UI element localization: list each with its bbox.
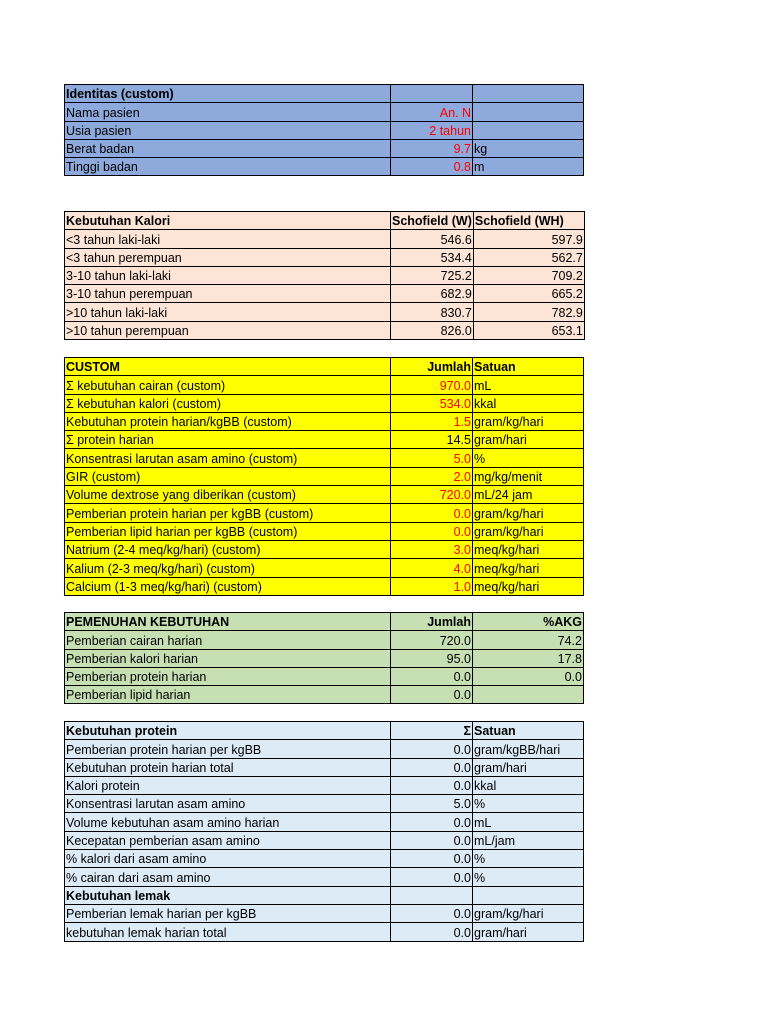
custom-table xyxy=(64,357,584,596)
table-row xyxy=(65,559,584,577)
custom-col-jumlah[interactable]: Jumlah xyxy=(391,358,473,376)
cell-unit[interactable] xyxy=(473,121,584,139)
cell-value[interactable]: 0.0 xyxy=(391,904,473,922)
table-row xyxy=(65,776,584,794)
cell-label[interactable]: Calcium (1-3 meq/kg/hari) (custom) xyxy=(65,577,391,595)
cell-value[interactable]: 5.0 xyxy=(391,449,473,467)
identitas-header-cell[interactable] xyxy=(473,85,584,103)
custom-header-row xyxy=(65,358,584,376)
table-row xyxy=(65,285,585,303)
protein-col-sigma[interactable]: Σ xyxy=(391,722,473,740)
cell-label[interactable]: Nama pasien xyxy=(65,103,391,121)
cell-value[interactable]: 0.0 xyxy=(391,522,473,540)
cell-unit[interactable]: gram/hari xyxy=(473,431,584,449)
custom-title[interactable]: CUSTOM xyxy=(65,358,391,376)
table-row xyxy=(65,121,584,139)
cell-value[interactable]: 0.0 xyxy=(391,504,473,522)
cell-label[interactable]: Natrium (2-4 meq/kg/hari) (custom) xyxy=(65,540,391,558)
cell-akg[interactable]: 0.0 xyxy=(473,667,584,685)
table-row xyxy=(65,486,584,504)
cell-value[interactable]: 725.2 xyxy=(391,266,474,284)
table-row xyxy=(65,321,585,339)
cell-unit[interactable]: gram/hari xyxy=(473,758,584,776)
section-header-row xyxy=(65,886,584,904)
cell-value[interactable]: 1.0 xyxy=(391,577,473,595)
cell-label[interactable]: Kalori protein xyxy=(65,776,391,794)
cell-unit[interactable] xyxy=(473,103,584,121)
cell-unit[interactable]: meq/kg/hari xyxy=(473,540,584,558)
cell-unit[interactable] xyxy=(473,886,584,904)
cell-label[interactable]: % kalori dari asam amino xyxy=(65,850,391,868)
table-row xyxy=(65,649,584,667)
table-row xyxy=(65,449,584,467)
cell-unit[interactable]: mL xyxy=(473,813,584,831)
cell-value[interactable]: 14.5 xyxy=(391,431,473,449)
cell-unit[interactable]: m xyxy=(473,158,584,176)
table-row xyxy=(65,923,584,941)
cell-value[interactable]: 653.1 xyxy=(473,321,584,339)
identitas-title[interactable]: Identitas (custom) xyxy=(65,85,391,103)
table-row xyxy=(65,248,585,266)
cell-value[interactable]: 0.0 xyxy=(391,686,473,704)
kalori-col-wh[interactable]: Schofield (WH) xyxy=(473,212,584,230)
identitas-header-cell[interactable] xyxy=(391,85,473,103)
cell-label[interactable]: Kebutuhan protein harian/kgBB (custom) xyxy=(65,412,391,430)
cell-value[interactable]: 0.8 xyxy=(391,158,473,176)
cell-akg[interactable] xyxy=(473,686,584,704)
protein-title[interactable]: Kebutuhan protein xyxy=(65,722,391,740)
kalori-title[interactable]: Kebutuhan Kalori xyxy=(65,212,391,230)
cell-label[interactable]: Volume dextrose yang diberikan (custom) xyxy=(65,486,391,504)
cell-unit[interactable]: mL/jam xyxy=(473,831,584,849)
cell-unit[interactable]: % xyxy=(473,850,584,868)
cell-value[interactable]: 0.0 xyxy=(391,758,473,776)
cell-label[interactable]: Σ kebutuhan kalori (custom) xyxy=(65,394,391,412)
cell-label[interactable]: Σ kebutuhan cairan (custom) xyxy=(65,376,391,394)
cell-label[interactable]: Pemberian lipid harian xyxy=(65,686,391,704)
cell-unit[interactable]: % xyxy=(473,868,584,886)
cell-value[interactable]: 0.0 xyxy=(391,923,473,941)
cell-label[interactable]: Berat badan xyxy=(65,139,391,157)
cell-label[interactable]: Kebutuhan protein harian total xyxy=(65,758,391,776)
cell-unit[interactable]: kkal xyxy=(473,394,584,412)
cell-label[interactable]: Pemberian cairan harian xyxy=(65,631,391,649)
identitas-table xyxy=(64,84,584,176)
cell-label[interactable]: GIR (custom) xyxy=(65,467,391,485)
table-row xyxy=(65,868,584,886)
cell-unit[interactable]: gram/kg/hari xyxy=(473,504,584,522)
table-row xyxy=(65,540,584,558)
cell-value[interactable]: 826.0 xyxy=(391,321,474,339)
cell-value[interactable] xyxy=(391,886,473,904)
kalori-col-w[interactable]: Schofield (W) xyxy=(391,212,474,230)
cell-unit[interactable]: gram/kgBB/hari xyxy=(473,740,584,758)
cell-value[interactable]: 9.7 xyxy=(391,139,473,157)
cell-value[interactable]: 970.0 xyxy=(391,376,473,394)
table-row xyxy=(65,577,584,595)
table-row xyxy=(65,904,584,922)
kalori-table xyxy=(64,211,585,340)
cell-label[interactable]: Pemberian protein harian per kgBB xyxy=(65,740,391,758)
cell-value[interactable]: 665.2 xyxy=(473,285,584,303)
table-row xyxy=(65,795,584,813)
cell-unit[interactable]: kg xyxy=(473,139,584,157)
table-row xyxy=(65,394,584,412)
section-label-lemak[interactable]: Kebutuhan lemak xyxy=(65,886,391,904)
table-row xyxy=(65,831,584,849)
cell-label[interactable]: kebutuhan lemak harian total xyxy=(65,923,391,941)
cell-value[interactable]: 0.0 xyxy=(391,868,473,886)
cell-label[interactable]: Kecepatan pemberian asam amino xyxy=(65,831,391,849)
cell-value[interactable]: 720.0 xyxy=(391,631,473,649)
cell-value[interactable]: 1.5 xyxy=(391,412,473,430)
cell-value[interactable]: 562.7 xyxy=(473,248,584,266)
cell-label[interactable]: Tinggi badan xyxy=(65,158,391,176)
custom-col-satuan[interactable]: Satuan xyxy=(473,358,584,376)
cell-unit[interactable]: gram/hari xyxy=(473,923,584,941)
kalori-header-row xyxy=(65,212,585,230)
cell-akg[interactable]: 17.8 xyxy=(473,649,584,667)
identitas-header-row xyxy=(65,85,584,103)
cell-label[interactable]: Pemberian protein harian xyxy=(65,667,391,685)
table-row xyxy=(65,431,584,449)
table-row xyxy=(65,522,584,540)
pemenuhan-table xyxy=(64,612,584,704)
cell-label[interactable]: Pemberian protein harian per kgBB (custom) xyxy=(65,504,391,522)
cell-unit[interactable]: mg/kg/menit xyxy=(473,467,584,485)
table-row xyxy=(65,686,584,704)
table-row xyxy=(65,103,584,121)
cell-value[interactable]: 597.9 xyxy=(473,230,584,248)
cell-value[interactable]: 0.0 xyxy=(391,831,473,849)
cell-value[interactable]: 3.0 xyxy=(391,540,473,558)
table-row xyxy=(65,266,585,284)
cell-value[interactable]: 4.0 xyxy=(391,559,473,577)
cell-value[interactable]: 0.0 xyxy=(391,667,473,685)
cell-unit[interactable]: gram/kg/hari xyxy=(473,904,584,922)
cell-value[interactable]: 0.0 xyxy=(391,776,473,794)
cell-label[interactable]: Volume kebutuhan asam amino harian xyxy=(65,813,391,831)
cell-unit[interactable]: meq/kg/hari xyxy=(473,559,584,577)
cell-value[interactable]: 720.0 xyxy=(391,486,473,504)
cell-label[interactable]: 3-10 tahun laki-laki xyxy=(65,266,391,284)
pemenuhan-title[interactable]: PEMENUHAN KEBUTUHAN xyxy=(65,613,391,631)
cell-value[interactable]: 709.2 xyxy=(473,266,584,284)
table-row xyxy=(65,758,584,776)
table-row xyxy=(65,504,584,522)
protein-col-satuan[interactable]: Satuan xyxy=(473,722,584,740)
cell-label[interactable]: Pemberian lemak harian per kgBB xyxy=(65,904,391,922)
table-row xyxy=(65,139,584,157)
cell-unit[interactable]: kkal xyxy=(473,776,584,794)
cell-value[interactable]: 5.0 xyxy=(391,795,473,813)
cell-value[interactable]: 0.0 xyxy=(391,850,473,868)
table-row xyxy=(65,850,584,868)
cell-unit[interactable]: % xyxy=(473,795,584,813)
cell-unit[interactable]: mL xyxy=(473,376,584,394)
table-row xyxy=(65,667,584,685)
cell-label[interactable]: Σ protein harian xyxy=(65,431,391,449)
cell-akg[interactable]: 74.2 xyxy=(473,631,584,649)
cell-label[interactable]: Konsentrasi larutan asam amino (custom) xyxy=(65,449,391,467)
table-row xyxy=(65,376,584,394)
cell-label[interactable]: >10 tahun perempuan xyxy=(65,321,391,339)
table-row xyxy=(65,412,584,430)
cell-value[interactable]: 782.9 xyxy=(473,303,584,321)
table-row xyxy=(65,813,584,831)
cell-label[interactable]: Kalium (2-3 meq/kg/hari) (custom) xyxy=(65,559,391,577)
table-row xyxy=(65,303,585,321)
cell-value[interactable]: An. N xyxy=(391,103,473,121)
cell-label[interactable]: <3 tahun laki-laki xyxy=(65,230,391,248)
cell-label[interactable]: Pemberian lipid harian per kgBB (custom) xyxy=(65,522,391,540)
table-row xyxy=(65,467,584,485)
cell-unit[interactable]: meq/kg/hari xyxy=(473,577,584,595)
cell-value[interactable]: 2 tahun xyxy=(391,121,473,139)
cell-value[interactable]: 830.7 xyxy=(391,303,474,321)
cell-value[interactable]: 534.0 xyxy=(391,394,473,412)
cell-value[interactable]: 95.0 xyxy=(391,649,473,667)
cell-value[interactable]: 0.0 xyxy=(391,740,473,758)
protein-header-row xyxy=(65,722,584,740)
pemenuhan-col-jumlah[interactable]: Jumlah xyxy=(391,613,473,631)
cell-unit[interactable]: % xyxy=(473,449,584,467)
pemenuhan-header-row xyxy=(65,613,584,631)
cell-label[interactable]: Usia pasien xyxy=(65,121,391,139)
pemenuhan-col-akg[interactable]: %AKG xyxy=(473,613,584,631)
cell-value[interactable]: 546.6 xyxy=(391,230,474,248)
protein-table xyxy=(64,721,584,942)
cell-label[interactable]: Pemberian kalori harian xyxy=(65,649,391,667)
cell-unit[interactable]: gram/kg/hari xyxy=(473,522,584,540)
cell-label[interactable]: 3-10 tahun perempuan xyxy=(65,285,391,303)
cell-value[interactable]: 2.0 xyxy=(391,467,473,485)
cell-label[interactable]: Konsentrasi larutan asam amino xyxy=(65,795,391,813)
cell-label[interactable]: <3 tahun perempuan xyxy=(65,248,391,266)
table-row xyxy=(65,230,585,248)
table-row xyxy=(65,631,584,649)
table-row xyxy=(65,158,584,176)
table-row xyxy=(65,740,584,758)
cell-value[interactable]: 0.0 xyxy=(391,813,473,831)
cell-unit[interactable]: gram/kg/hari xyxy=(473,412,584,430)
cell-label[interactable]: >10 tahun laki-laki xyxy=(65,303,391,321)
cell-unit[interactable]: mL/24 jam xyxy=(473,486,584,504)
cell-label[interactable]: % cairan dari asam amino xyxy=(65,868,391,886)
cell-value[interactable]: 682.9 xyxy=(391,285,474,303)
cell-value[interactable]: 534.4 xyxy=(391,248,474,266)
